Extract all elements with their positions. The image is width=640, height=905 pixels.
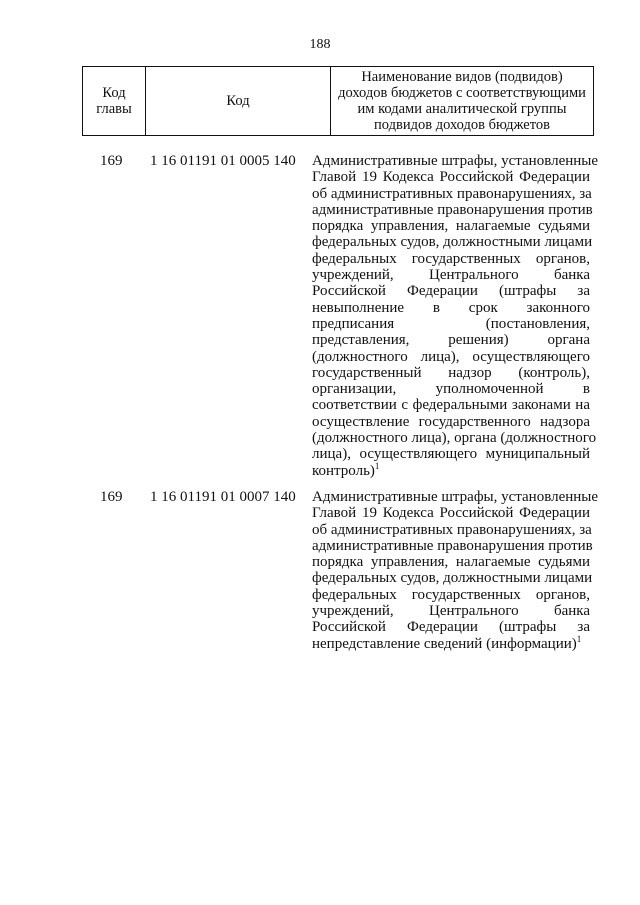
row-name-line: Российской Федерации (штрафы за — [312, 619, 590, 636]
row-code: 1 16 01191 01 0007 140 — [150, 489, 296, 505]
row-chapter-code: 169 — [100, 489, 123, 505]
header-col-code: Код — [146, 67, 331, 136]
row-name-line: учреждений, Центрального банка — [312, 267, 590, 284]
row-name — [312, 489, 599, 652]
row-chapter-code: 169 — [100, 153, 123, 169]
row-name-line: Административные штрафы, установленные — [312, 489, 599, 505]
row-name-line: государственный надзор (контроль), — [312, 364, 590, 381]
row-name-line: невыполнение в срок законного — [312, 299, 590, 316]
header-col-chapter-code: Код главы — [83, 67, 146, 136]
row-name-line: административные правонарушения против — [312, 201, 593, 218]
row-name-line: Административные штрафы, установленные — [312, 153, 599, 169]
row-name-line: учреждений, Центрального банка — [312, 603, 590, 620]
row-name-line: соответствии с федеральными законами на — [312, 397, 590, 414]
page-number: 188 — [309, 37, 331, 52]
row-name-line: федеральных государственных органов, — [312, 586, 590, 603]
row-name-line: федеральных государственных органов, — [312, 250, 590, 267]
row-name-line: представления, решения) органа — [312, 332, 590, 349]
header-col-name: Наименование видов (подвидов) доходов бюджетов с соответствующими им кодами аналитической группы подвидов доходов бюджетов — [331, 67, 594, 136]
row-name-line: организации, уполномоченной в — [312, 381, 590, 398]
footnote-marker: 1 — [374, 460, 380, 471]
row-name-line: лица), осуществляющего муниципальный — [312, 446, 590, 463]
row-name — [312, 153, 599, 479]
row-name-line: федеральных судов, должностными лицами — [312, 234, 593, 251]
row-code: 1 16 01191 01 0005 140 — [150, 153, 296, 169]
footnote-marker: 1 — [576, 633, 582, 644]
row-name-line: Главой 19 Кодекса Российской Федерации — [312, 505, 590, 522]
row-name-line: предписания (постановления, — [312, 315, 590, 332]
row-name-line: (должностного лица), органа (должностного — [312, 430, 597, 447]
row-name-line-text: непредставление сведений (информации) — [312, 635, 577, 652]
row-name-line-last — [312, 460, 590, 479]
row-name-line: Российской Федерации (штрафы за — [312, 283, 590, 300]
row-name-line: Главой 19 Кодекса Российской Федерации — [312, 169, 590, 186]
row-name-line: порядка управления, налагаемые судьями — [312, 554, 590, 571]
row-name-line: федеральных судов, должностными лицами — [312, 570, 593, 587]
table-header — [82, 66, 594, 136]
row-name-line: об административных правонарушениях, за — [312, 521, 592, 538]
row-name-line-last — [312, 633, 590, 652]
row-name-line: осуществление государственного надзора — [312, 413, 590, 430]
row-name-line: административные правонарушения против — [312, 537, 593, 554]
row-name-line: об административных правонарушениях, за — [312, 185, 592, 202]
row-name-line: порядка управления, налагаемые судьями — [312, 218, 590, 235]
row-name-line-text: контроль) — [312, 462, 375, 479]
row-name-line: (должностного лица), осуществляющего — [312, 348, 590, 365]
